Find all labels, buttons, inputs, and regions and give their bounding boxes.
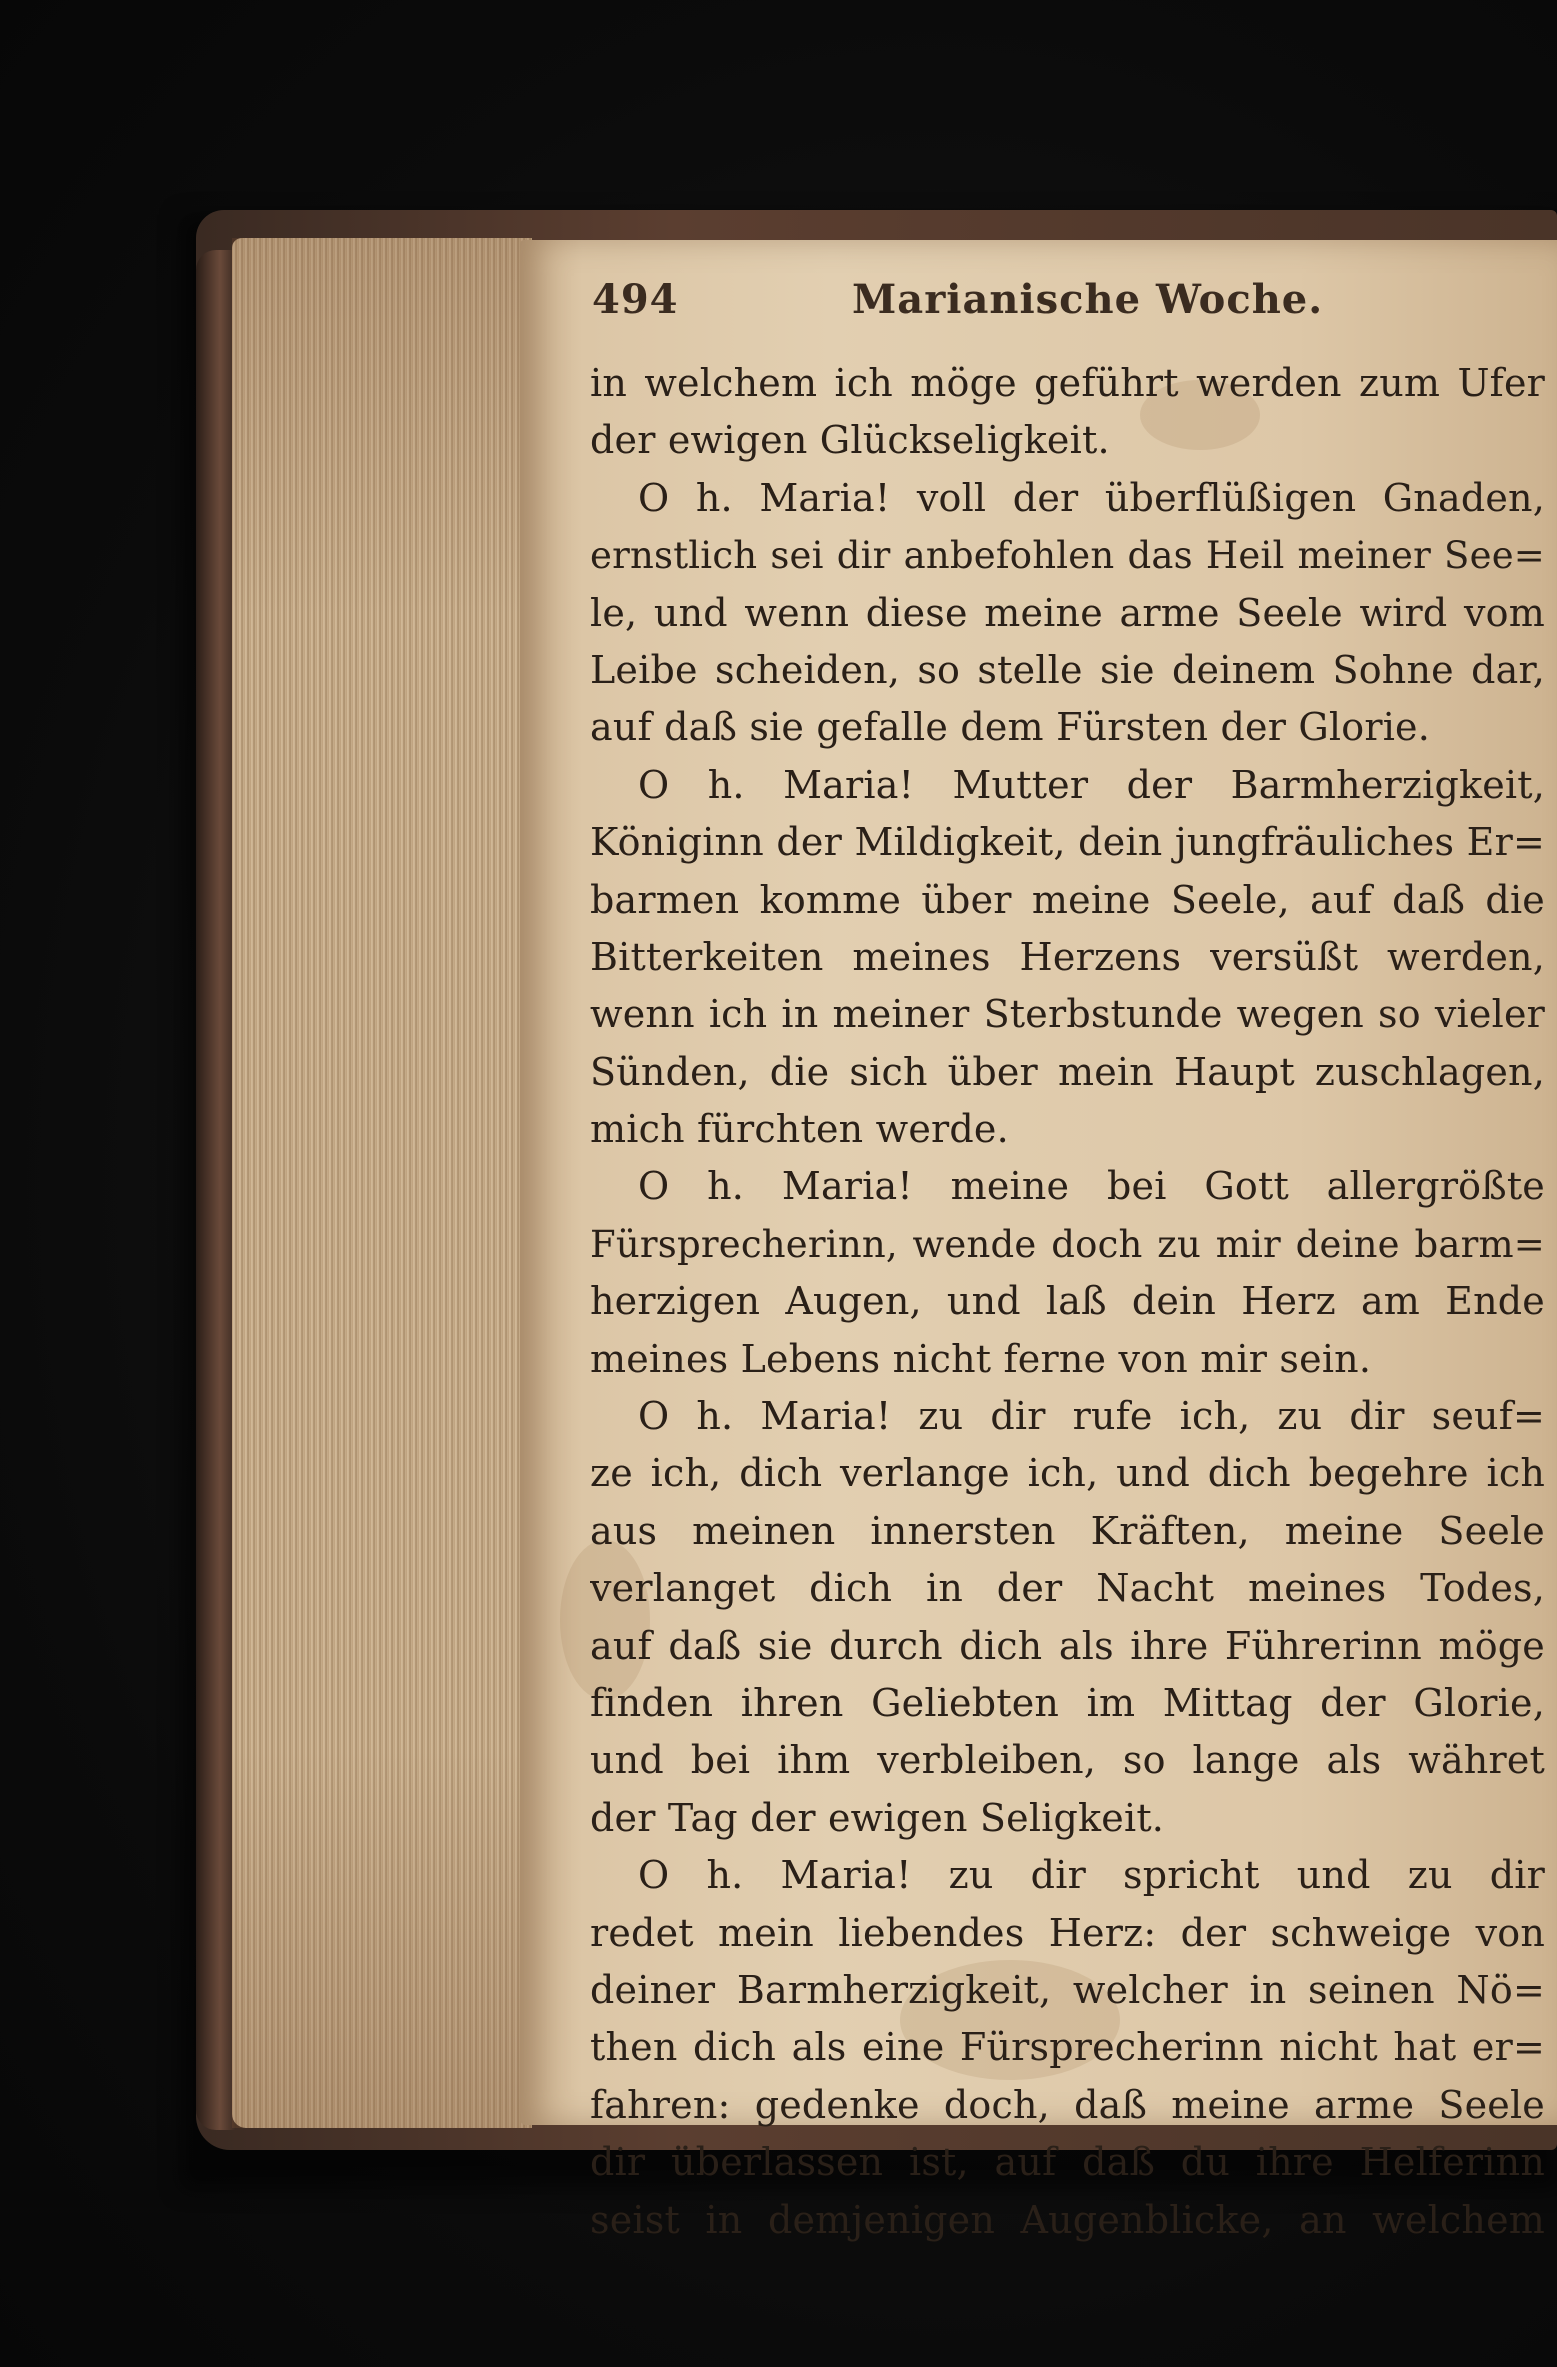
text-line: ernstlich sei dir anbefohlen das Heil meiner See= [590, 534, 1545, 578]
text-line: O h. Maria! meine bei Gott allergrößte [638, 1164, 1545, 1209]
book-spine [196, 250, 236, 2130]
text-line: meines Lebens nicht ferne von mir sein. [590, 1336, 1372, 1381]
text-line: auf daß sie gefalle dem Fürsten der Glorie. [590, 705, 1431, 750]
text-line: deiner Barmherzigkeit, welcher in seinen Nö= [590, 1967, 1545, 2012]
text-line: O h. Maria! zu dir spricht und zu dir [638, 1853, 1545, 1898]
text-line: Fürsprecherinn, wende doch zu mir deine barm= [590, 1222, 1545, 1266]
text-line: aus meinen innersten Kräften, meine Seele [590, 1508, 1545, 1553]
text-line: mich fürchten werde. [590, 1107, 1009, 1152]
text-line: seist in demjenigen Augenblicke, an welchem [590, 2197, 1545, 2242]
body-text [590, 355, 1545, 2249]
text-line: und bei ihm verbleiben, so lange als währet [590, 1738, 1545, 1783]
text-line: der Tag der ewigen Seligkeit. [590, 1795, 1165, 1840]
text-line: auf daß sie durch dich als ihre Führerinn möge [590, 1623, 1545, 1668]
text-line: in welchem ich möge geführt werden zum Ufer [590, 361, 1545, 405]
text-line: der ewigen Glückseligkeit. [590, 418, 1110, 463]
book-page [520, 240, 1557, 2242]
text-line: dir überlassen ist, auf daß du ihre Helferinn [590, 2140, 1545, 2185]
page-edges [232, 238, 532, 2128]
text-line: O h. Maria! voll der überflüßigen Gnaden, [638, 475, 1545, 520]
page-header [592, 276, 1492, 326]
text-line: barmen komme über meine Seele, auf daß die [590, 877, 1545, 922]
text-line: verlanget dich in der Nacht meines Todes, [590, 1566, 1545, 1611]
text-line: fahren: gedenke doch, daß meine arme Seele [590, 2082, 1545, 2127]
page-number: 494 [592, 276, 679, 323]
text-line: Königinn der Mildigkeit, dein jungfräuliches Er= [590, 820, 1545, 865]
text-line: herzigen Augen, und laß dein Herz am Ende [590, 1279, 1545, 1324]
text-line: ze ich, dich verlange ich, und dich begehre ich [590, 1451, 1545, 1496]
running-title: Marianische Woche. [852, 276, 1324, 323]
text-line: le, und wenn diese meine arme Seele wird vom [590, 590, 1545, 635]
text-line: Sünden, die sich über mein Haupt zuschlagen, [590, 1049, 1545, 1094]
text-line: wenn ich in meiner Sterbstunde wegen so vieler [590, 992, 1545, 1037]
text-line: redet mein liebendes Herz: der schweige von [590, 1910, 1545, 1955]
text-line: O h. Maria! Mutter der Barmherzigkeit, [638, 762, 1545, 807]
text-line: then dich als eine Fürsprecherinn nicht hat er= [590, 2025, 1545, 2070]
text-line: finden ihren Geliebten im Mittag der Glorie, [590, 1680, 1545, 1725]
text-line: Bitterkeiten meines Herzens versüßt werden, [590, 934, 1545, 979]
text-line: Leibe scheiden, so stelle sie deinem Sohne dar, [590, 647, 1545, 692]
text-line: O h. Maria! zu dir rufe ich, zu dir seuf= [638, 1394, 1545, 1439]
